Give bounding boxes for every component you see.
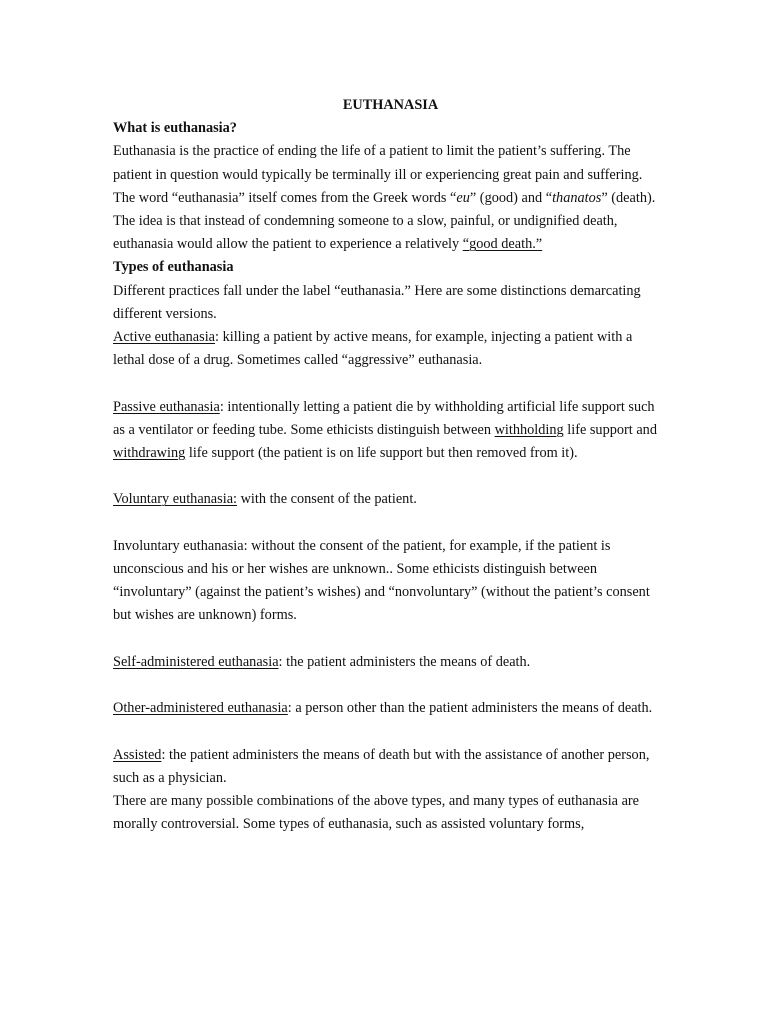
passive-euthanasia-text-2: life support and bbox=[563, 421, 657, 438]
paragraph-gap bbox=[113, 720, 658, 743]
paragraph-gap bbox=[113, 512, 658, 535]
etymology-paragraph bbox=[113, 187, 658, 257]
types-intro-paragraph: Different practices fall under the label “euthanasia.” Here are some distinctions demarcating different versions. bbox=[113, 282, 641, 322]
paragraph-gap bbox=[113, 628, 658, 651]
involuntary-euthanasia-paragraph: Involuntary euthanasia: without the consent of the patient, for example, if the patient is unconscious and his or her wishes are unknown.. Some ethicists distinguish between “involuntary” (against the patient’s wishes) and “nonvoluntary” (without the patient’s consent but wishes are unknown) forms. bbox=[113, 537, 650, 624]
assisted-paragraph bbox=[113, 744, 658, 790]
active-euthanasia-term: Active euthanasia bbox=[113, 329, 216, 346]
self-administered-paragraph bbox=[113, 651, 658, 674]
other-administered-text: : a person other than the patient administers the means of death. bbox=[287, 700, 653, 717]
greek-word-thanatos: thanatos bbox=[552, 189, 602, 206]
etymology-text-end: ” (death). The idea is that instead of condemning someone to a slow, painful, or undignified death, euthanasia would allow the patient to experience a relatively bbox=[113, 189, 656, 253]
section-heading-what-is: What is euthanasia? bbox=[113, 120, 237, 137]
passive-euthanasia-text-3: life support (the patient is on life support but then removed from it). bbox=[185, 445, 578, 462]
voluntary-euthanasia-term: Voluntary euthanasia: bbox=[113, 491, 238, 508]
passive-euthanasia-text-1: : intentionally letting a patient die by withholding artificial life support such as a ventilator or feeding tube. Some ethicists distinguish between bbox=[113, 398, 655, 438]
section-heading-types: Types of euthanasia bbox=[113, 259, 234, 276]
paragraph-gap bbox=[113, 465, 658, 488]
withholding-term: withholding bbox=[494, 421, 564, 438]
etymology-text-start: The word “euthanasia” itself comes from the Greek words “ bbox=[113, 189, 457, 206]
document-title: EUTHANASIA bbox=[342, 97, 439, 113]
withdrawing-term: withdrawing bbox=[113, 445, 186, 462]
passive-euthanasia-term: Passive euthanasia bbox=[113, 398, 220, 415]
paragraph-gap bbox=[113, 674, 658, 697]
etymology-text-mid: ” (good) and “ bbox=[469, 189, 553, 206]
good-death-phrase: “good death.” bbox=[462, 236, 543, 253]
closing-paragraph: There are many possible combinations of the above types, and many types of euthanasia are morally controversial. Some types of euthanasia, such as assisted voluntary forms, bbox=[113, 793, 640, 833]
document-page bbox=[113, 94, 658, 836]
voluntary-euthanasia-text: with the consent of the patient. bbox=[237, 491, 417, 508]
greek-word-eu: eu bbox=[456, 189, 470, 206]
voluntary-euthanasia-paragraph bbox=[113, 488, 658, 511]
other-administered-paragraph bbox=[113, 697, 658, 720]
self-administered-term: Self-administered euthanasia bbox=[113, 653, 279, 670]
other-administered-term: Other-administered euthanasia bbox=[113, 700, 288, 717]
active-euthanasia-paragraph bbox=[113, 326, 658, 372]
active-euthanasia-text: : killing a patient by active means, for example, injecting a patient with a lethal dose of a drug. Sometimes called “aggressive” euthanasia. bbox=[113, 329, 633, 369]
self-administered-text: : the patient administers the means of death. bbox=[278, 653, 531, 670]
assisted-term: Assisted bbox=[113, 746, 162, 763]
paragraph-gap bbox=[113, 372, 658, 395]
passive-euthanasia-paragraph bbox=[113, 396, 658, 466]
assisted-text: : the patient administers the means of death but with the assistance of another person, such as a physician. bbox=[113, 746, 650, 786]
definition-paragraph: Euthanasia is the practice of ending the life of a patient to limit the patient’s suffering. The patient in question would typically be terminally ill or experiencing great pain and suffering. bbox=[113, 143, 643, 183]
